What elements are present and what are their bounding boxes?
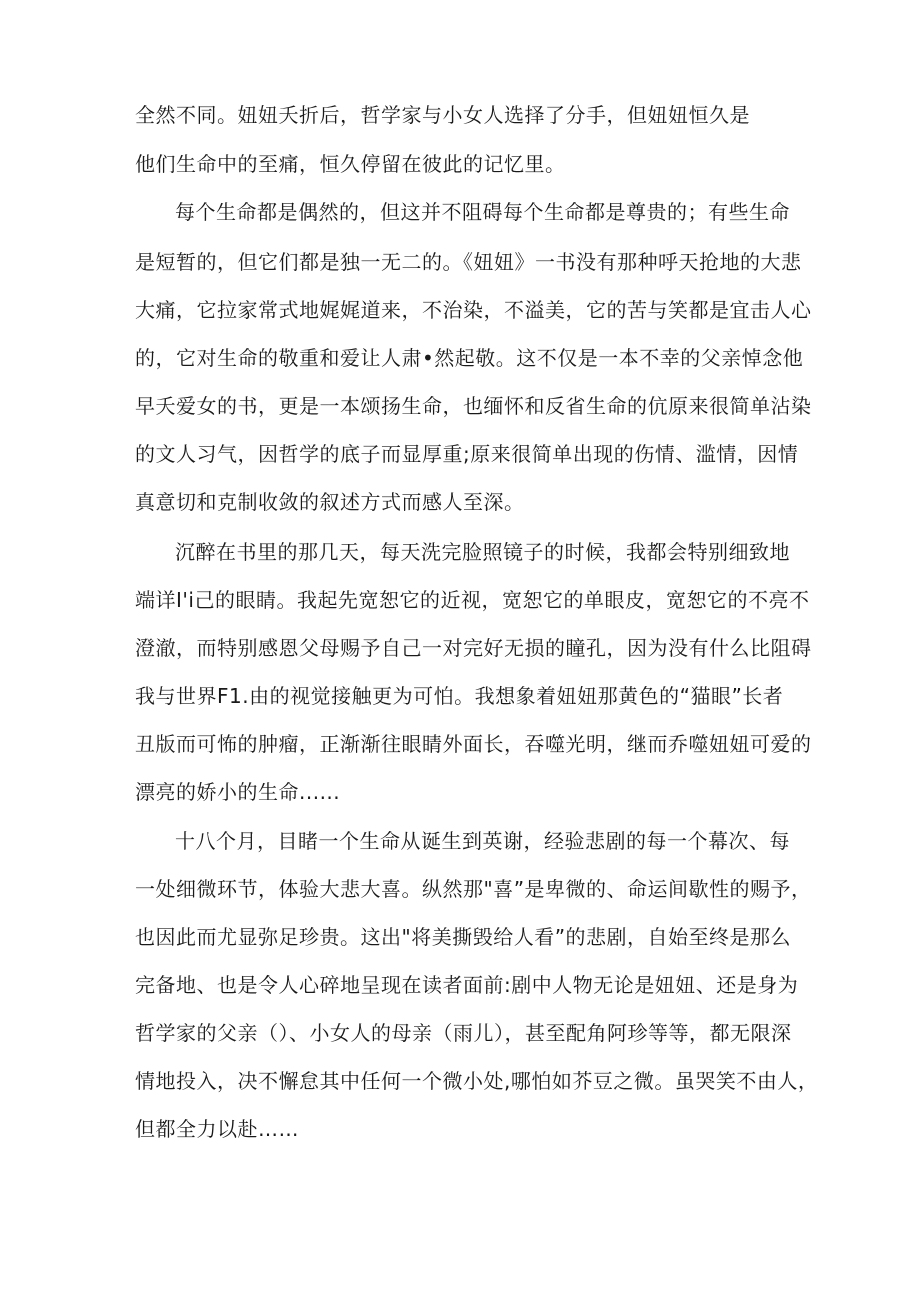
text-line: 真意切和克制收敛的叙述方式而感人至深。 xyxy=(135,490,525,514)
text-line: 每个生命都是偶然的，但这并不阻碍每个生命都是尊贵的；有些生命 xyxy=(175,200,790,224)
text-line: 也因此而尤显弥足珍贵。这出"将美撕毁给人看”的悲剧，自始至终是那么 xyxy=(135,925,792,949)
text-line: 大痛，它拉家常式地娓娓道来，不治染，不溢美，它的苦与笑都是宜击人心 xyxy=(135,298,812,322)
text-line: 我与世界F1.由的视觉接触更为可怕。我想象着妞妞那黄色的“猫眼”长者 xyxy=(135,684,784,708)
text-line: 完备地、也是令人心碎地呈现在读者面前:剧中人物无论是妞妞、还是身为 xyxy=(135,973,799,997)
text-line: 澄澈，而特别感恩父母赐予自己一对完好无损的瞳孔，因为没有什么比阻碍 xyxy=(135,636,812,660)
text-line: 丑版而可怖的肿瘤，正渐渐往眼睛外面长，吞噬光明，继而乔噬妞妞可爱的 xyxy=(135,732,812,756)
text-line: 他们生命中的至痛，恒久停留在彼此的记忆里。 xyxy=(135,152,566,176)
text-line: 沉醉在书里的那几天，每天洗完脸照镜子的时候，我都会特别细致地 xyxy=(175,540,790,564)
text-line: 的文人习气，因哲学的底子而显厚重;原来很简单出现的伤情、滥情，因情 xyxy=(135,442,799,466)
text-line: 全然不同。妞妞夭折后，哲学家与小女人选择了分手，但妞妞恒久是 xyxy=(135,103,750,127)
text-line: 端详I'i己的眼睛。我起先宽恕它的近视，宽恕它的单眼皮，宽恕它的不亮不 xyxy=(135,588,810,612)
text-line: 哲学家的父亲（）、小女人的母亲（雨儿），甚至配角阿珍等等，都无限深 xyxy=(135,1021,792,1045)
text-line: 的，它对生命的敬重和爱让人肃•然起敬。这不仅是一本不幸的父亲悼念他 xyxy=(135,346,804,370)
text-line: 早夭爱女的书，更是一本颂扬生命，也缅怀和反省生命的伉原来很简单沾染 xyxy=(135,394,812,418)
text-line: 一处细微环节，体验大悲大喜。纵然那"喜”是卑微的、命运间歇性的赐予， xyxy=(135,877,812,901)
text-line: 漂亮的娇小的生命...... xyxy=(135,780,341,804)
text-line: 但都全力以赴…… xyxy=(135,1117,299,1141)
text-line: 情地投入，决不懈怠其中任何一个微小处,哪怕如芥豆之微。虽哭笑不由人， xyxy=(135,1069,819,1093)
text-line: 十八个月，目睹一个生命从诞生到英谢，经验悲剧的每一个幕次、每 xyxy=(175,829,790,853)
text-line: 是短暂的，但它们都是独一无二的。《妞妞》一书没有那种呼天抢地的大悲 xyxy=(135,250,802,274)
